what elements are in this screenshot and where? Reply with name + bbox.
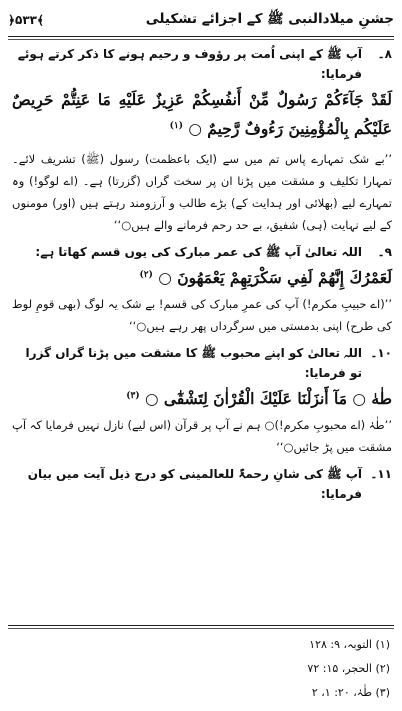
header-rule-thin bbox=[8, 39, 394, 40]
footnote-rule-thin bbox=[8, 628, 394, 629]
section-intro: آپ ﷺ کی شانِ رحمۃٌ للعالمینی کو درج ذیل آیت میں بیان فرمایا: bbox=[27, 467, 362, 502]
section-8 bbox=[12, 44, 392, 236]
verse-translation: ’’طٰہٰ (اے محبوبِ مکرم!)○ ہم نے آپ پر قرآن (اس لیے) نازل نہیں فرمایا کہ آپ مشقت میں پڑ جائیں○‘‘ bbox=[12, 418, 392, 455]
footnote-rule bbox=[8, 625, 394, 626]
footnote-1: (۱) التوبہ، ۹: ۱۲۸ bbox=[309, 638, 390, 651]
quran-verse bbox=[12, 383, 392, 412]
quran-verse bbox=[12, 86, 392, 142]
page-body bbox=[12, 44, 392, 504]
running-title: جشنِ میلادالنبی ﷺ کے اجزائے تشکیلی bbox=[145, 11, 394, 27]
section-10 bbox=[12, 343, 392, 458]
verse-translation: ’’(اے حبیبِ مکرم!) آپ کی عمرِ مبارک کی قسم! بے شک یہ لوگ (بھی قومِ لوط کی طرح) اپنی بدمستی میں سرگرداں پھر رہے ہیں○‘‘ bbox=[12, 297, 392, 334]
section-number: ۹۔ bbox=[377, 245, 392, 260]
verse-text: لَعَمْرُكَ إِنَّهُمْ لَفِي سَكْرَتِهِمْ يَعْمَهُونَ ○ bbox=[158, 268, 392, 288]
footnotes bbox=[12, 633, 390, 705]
section-heading bbox=[12, 464, 392, 504]
verse-text: لَقَدْ جَآءَكُمْ رَسُولٌ مِّنْ أَنفُسِكُمْ عَزِيزٌ عَلَيْهِ مَا عَنِتُّمْ حَرِيصٌ عَلَيْكُم بِالْمُؤْمِنِينَ رَءُوفٌ رَّحِيمٌ ○ bbox=[12, 90, 392, 139]
footnote-3: (۳) طٰہٰ، ۲۰: ۱، ۲ bbox=[311, 686, 390, 699]
section-9 bbox=[12, 242, 392, 337]
section-intro: اللہ تعالیٰ آپ ﷺ کی عمر مبارک کی یوں قسم کھاتا ہے: bbox=[35, 245, 362, 260]
section-intro: آپ ﷺ کے اپنی اُمت پر رؤوف و رحیم ہونے کا ذکر کرتے ہوئے فرمایا: bbox=[17, 47, 362, 81]
verse-text: طٰهٰ ○ مَآ أَنزَلْنَا عَلَيْكَ الْقُرْاٰنَ لِتَشْقٰٓى ○ bbox=[144, 389, 392, 409]
section-11 bbox=[12, 464, 392, 504]
footnote-ref: (۲) bbox=[139, 270, 153, 281]
header-rule bbox=[8, 36, 394, 37]
section-number: ۱۰۔ bbox=[370, 346, 392, 361]
page-number: ﴾۵۳۳﴿ bbox=[8, 13, 45, 27]
verse-translation: ’’بے شک تمہارے پاس تم میں سے (ایک باعظمت) رسول (ﷺ) تشریف لائے۔ تمہارا تکلیف و مشقت میں پڑنا ان پر سخت گراں (گزرتا) ہے۔ (اے لوگو!) وہ تمہارے لیے (بھلائی اور ہدایت کے) بڑے طالب و آرزومند رہتے ہیں (اور) مومنوں کے لیے نہایت (ہی) شفیق، بے حد رحم فرمانے والے ہیں○‘‘ bbox=[12, 152, 392, 233]
section-heading bbox=[12, 44, 392, 84]
page-header bbox=[8, 6, 394, 34]
section-number: ۱۱۔ bbox=[370, 467, 392, 482]
footnote-2: (۲) الحجر، ۱۵: ۷۲ bbox=[307, 662, 390, 675]
section-intro: اللہ تعالیٰ کو اپنے محبوب ﷺ کا مشقت میں پڑنا گراں گزرا تو فرمایا: bbox=[25, 346, 362, 381]
quran-verse bbox=[12, 262, 392, 291]
section-heading bbox=[12, 343, 392, 383]
section-number: ۸۔ bbox=[377, 47, 392, 61]
footnote-ref: (۳) bbox=[126, 391, 140, 402]
section-heading bbox=[12, 242, 392, 262]
footnote-ref: (۱) bbox=[169, 121, 183, 131]
